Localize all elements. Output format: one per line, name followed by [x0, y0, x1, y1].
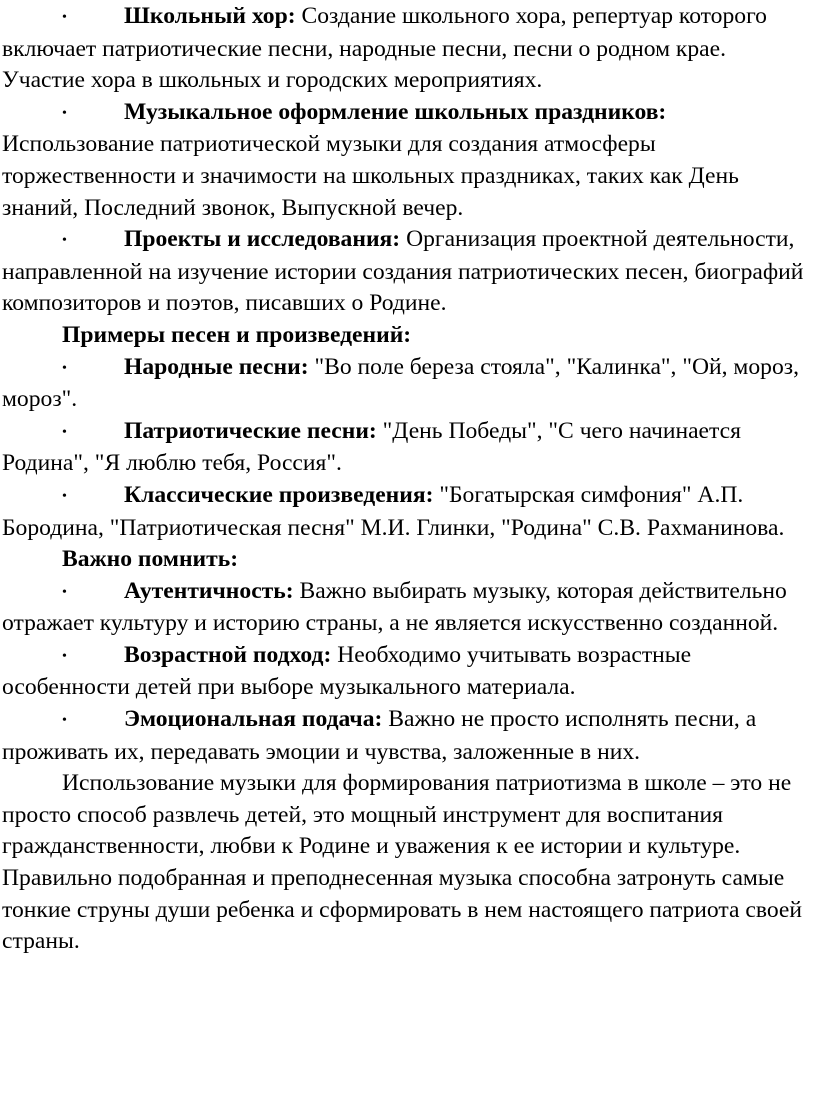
bullet-icon: •: [62, 584, 67, 600]
section-heading-examples: Примеры песен и произведений:: [62, 321, 412, 348]
item-text: Необходимо учитывать возрастные особенности детей при выборе музыкального материала.: [2, 641, 692, 701]
section-heading-remember: Важно помнить:: [62, 546, 239, 573]
list-item-emotional-delivery: [2, 704, 814, 768]
bullet-icon: •: [62, 424, 67, 440]
item-title: Аутентичность:: [124, 577, 294, 604]
bullet-icon: •: [62, 233, 67, 249]
list-item-patriotic-songs: [2, 416, 814, 480]
item-text: Организация проектной деятельности, направленной на изучение истории создания патриотических песен, биографий композиторов и поэтов, писавших о Родине.: [2, 226, 804, 317]
item-title: Возрастной подход:: [124, 641, 332, 668]
bullet-icon: •: [62, 488, 67, 504]
bullet-icon: •: [62, 105, 67, 121]
list-item-projects: [2, 224, 814, 320]
item-title: Школьный хор:: [124, 3, 296, 29]
item-title: Классические произведения:: [124, 481, 434, 508]
bullet-icon: •: [62, 360, 67, 376]
item-text: Создание школьного хора, репертуар которого включает патриотические песни, народные песни, песни о родном крае. Участие хора в школьных и городских мероприятиях.: [2, 3, 767, 94]
document-page: [2, 0, 814, 958]
item-text: Важно не просто исполнять песни, а проживать их, передавать эмоции и чувства, заложенные в них.: [2, 706, 757, 765]
list-item-choir: [2, 1, 814, 97]
list-item-holidays: [2, 97, 814, 224]
item-text: Важно выбирать музыку, которая действительно отражает культуру и историю страны, а не является искусственно созданной.: [2, 577, 787, 637]
list-item-age-approach: [2, 640, 814, 704]
list-item-folk-songs: [2, 352, 814, 416]
list-item-authenticity: [2, 576, 814, 640]
item-title: Эмоциональная подача:: [124, 706, 383, 733]
item-text: Использование патриотической музыки для создания атмосферы торжественности и значимости на школьных праздниках, таких как День знаний, Последний звонок, Выпускной вечер.: [2, 131, 739, 221]
item-text: "Во поле береза стояла", "Калинка", "Ой, мороз, мороз".: [2, 353, 799, 413]
bullet-icon: •: [62, 648, 67, 664]
item-text: "Богатырская симфония" А.П. Бородина, "Патриотическая песня" М.И. Глинки, "Родина" С.В. Рахманинова.: [2, 481, 785, 541]
bullet-icon: •: [62, 10, 67, 25]
item-title: Проекты и исследования:: [124, 226, 401, 253]
bullet-icon: •: [62, 713, 67, 729]
item-text: "День Победы", "С чего начинается Родина", "Я люблю тебя, Россия".: [2, 417, 741, 477]
conclusion-paragraph: Использование музыки для формирования патриотизма в школе – это не просто способ развлечь детей, это мощный инструмент для воспитания гражданственности, любви к Родине и уважения к ее истории и культуре. Правильно подобранная и преподнесенная музыка способна затронуть самые тонкие струны души ребенка и сформировать в нем настоящего патриота своей страны.: [2, 770, 803, 955]
item-title: Народные песни:: [124, 353, 309, 380]
item-title: Патриотические песни:: [124, 417, 377, 444]
item-title: Музыкальное оформление школьных праздников:: [124, 98, 667, 125]
list-item-classical-works: [2, 480, 814, 544]
